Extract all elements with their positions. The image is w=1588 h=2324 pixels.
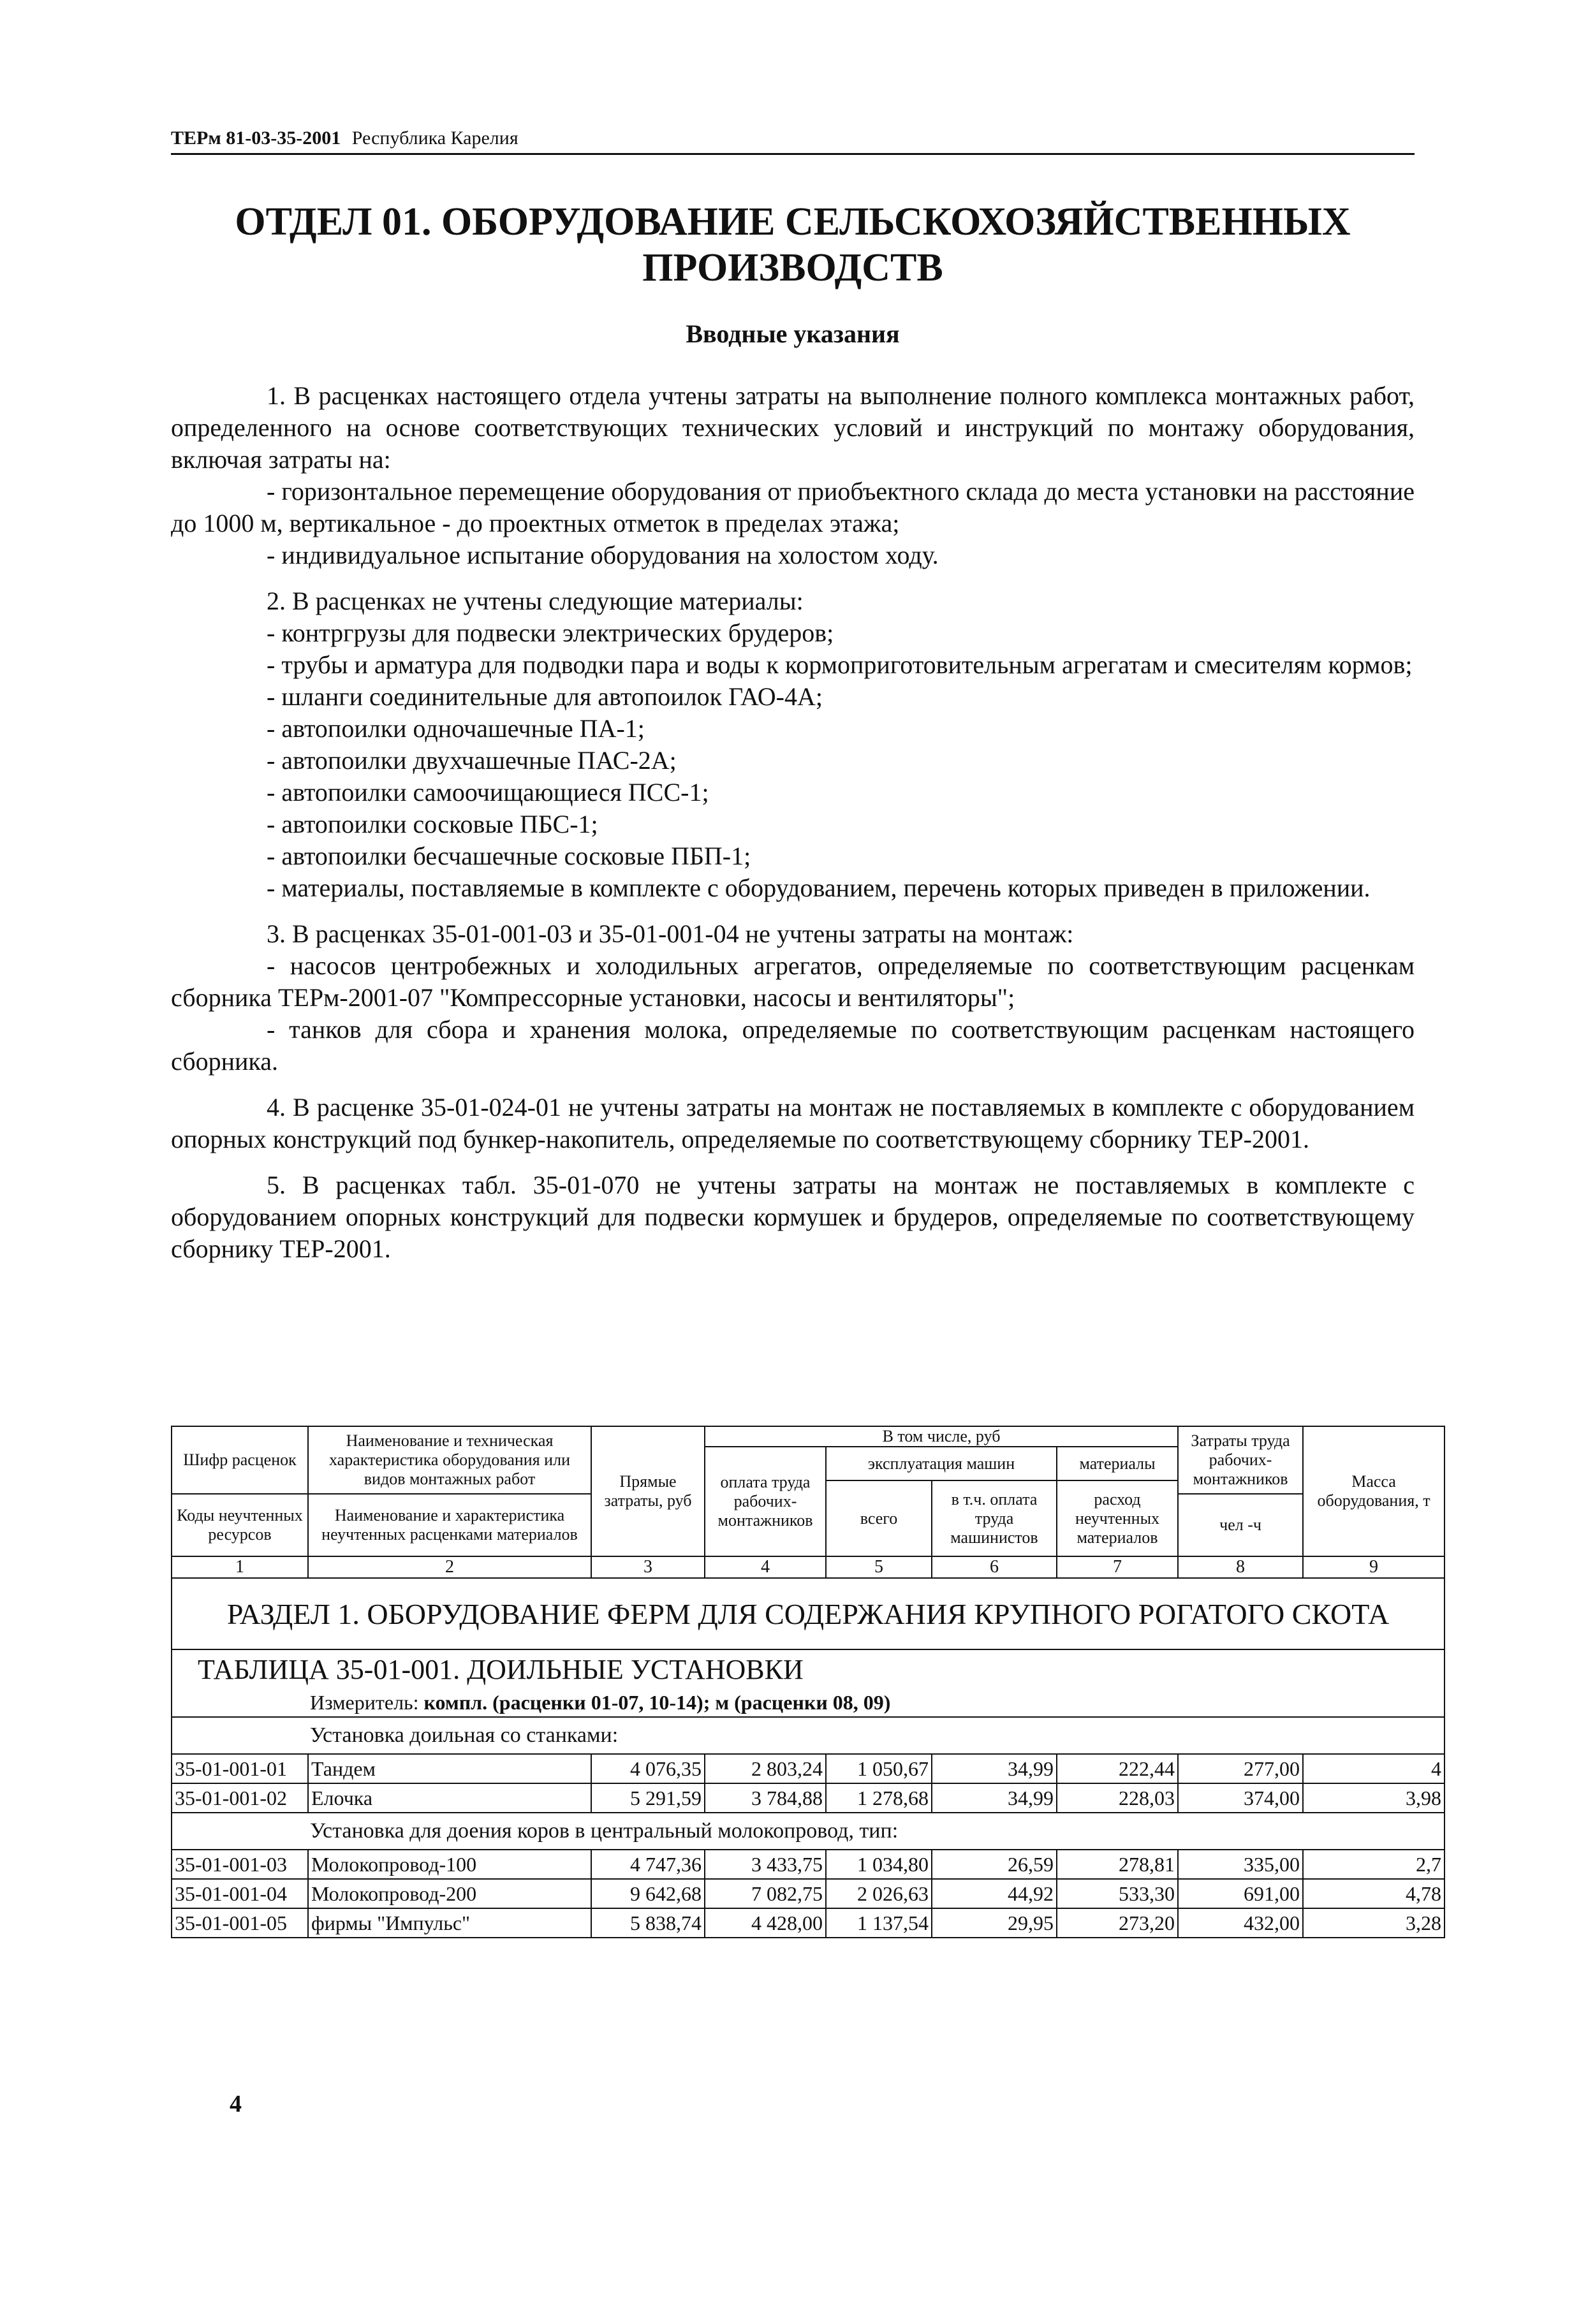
para-2: 2. В расценках не учтены следующие материалы: — [267, 587, 804, 615]
section-title — [171, 199, 1415, 291]
header-mass: Масса оборудования, т — [1303, 1426, 1445, 1556]
labor-cost: 432,00 — [1178, 1908, 1303, 1938]
intro-heading: Вводные указания — [686, 319, 900, 348]
labor-pay: 2 803,24 — [705, 1754, 826, 1783]
table-row — [172, 1850, 1445, 1879]
machines-operators: 34,99 — [932, 1783, 1057, 1813]
rates-table — [171, 1426, 1445, 1938]
para-1: 1. В расценках настоящего отдела учтены затраты на выполнение полного комплекса монтажных работ, определенного на основе соответствующих технических условий и инструкций по монтажу оборудования, включая затраты на: — [171, 381, 1415, 474]
rate-code: 35-01-001-04 — [172, 1879, 308, 1908]
col-number: 1 — [172, 1556, 308, 1578]
rate-name: фирмы "Импульс" — [308, 1908, 591, 1938]
labor-cost: 691,00 — [1178, 1879, 1303, 1908]
materials: 278,81 — [1057, 1850, 1178, 1879]
col-number: 7 — [1057, 1556, 1178, 1578]
para-3-item-2: - танков для сбора и хранения молока, определяемые по соответствующим расценкам настоящего сборника. — [171, 1015, 1415, 1076]
table-row — [172, 1908, 1445, 1938]
labor-cost: 335,00 — [1178, 1850, 1303, 1879]
rate-code: 35-01-001-02 — [172, 1783, 308, 1813]
machines-total: 2 026,63 — [826, 1879, 932, 1908]
header-machines-total: всего — [826, 1480, 932, 1556]
labor-pay: 7 082,75 — [705, 1879, 826, 1908]
direct-costs: 4 076,35 — [591, 1754, 705, 1783]
para-1-item-2: - индивидуальное испытание оборудования на холостом ходу. — [267, 541, 939, 569]
col-number: 4 — [705, 1556, 826, 1578]
header-including: В том числе, руб — [705, 1426, 1178, 1447]
rate-code: 35-01-001-03 — [172, 1850, 308, 1879]
table-row — [172, 1754, 1445, 1783]
header-materials-consumption: расход неучтенных материалов — [1057, 1480, 1178, 1556]
materials: 228,03 — [1057, 1783, 1178, 1813]
machines-total: 1 050,67 — [826, 1754, 932, 1783]
labor-cost: 277,00 — [1178, 1754, 1303, 1783]
header-material-names: Наименование и характеристика неучтенных расценками материалов — [308, 1494, 591, 1556]
mass: 3,98 — [1303, 1783, 1445, 1813]
direct-costs: 5 838,74 — [591, 1908, 705, 1938]
para-2-item-1: - контргрузы для подвески электрических брудеров; — [267, 618, 834, 647]
para-2-item-8: - автопоилки бесчашечные сосковые ПБП-1; — [267, 842, 751, 870]
mass: 2,7 — [1303, 1850, 1445, 1879]
table-row — [172, 1879, 1445, 1908]
col-number: 9 — [1303, 1556, 1445, 1578]
table-title: ТАБЛИЦА 35-01-001. ДОИЛЬНЫЕ УСТАНОВКИ — [172, 1649, 1445, 1688]
labor-pay: 4 428,00 — [705, 1908, 826, 1938]
running-header — [171, 128, 1415, 155]
table-measure — [172, 1688, 1445, 1717]
machines-operators: 29,95 — [932, 1908, 1057, 1938]
col-number: 3 — [591, 1556, 705, 1578]
mass: 4 — [1303, 1754, 1445, 1783]
para-3-item-1: - насосов центробежных и холодильных агрегатов, определяемые по соответствующим расценкам сборника ТЕРм-2001-07 "Компрессорные установки, насосы и вентиляторы"; — [171, 951, 1415, 1012]
header-name: Наименование и техническая характеристика оборудования или видов монтажных работ — [308, 1426, 591, 1494]
para-3: 3. В расценках 35-01-001-03 и 35-01-001-04 не учтены затраты на монтаж: — [267, 919, 1074, 948]
measure-label: Измеритель: — [310, 1690, 419, 1714]
para-4: 4. В расценке 35-01-024-01 не учтены затраты на монтаж не поставляемых в комплекте с оборудованием опорных конструкций под бункер-накопитель, определяемые по соответствующему сборнику ТЕР-2001. — [171, 1093, 1415, 1153]
para-1-item-1: - горизонтальное перемещение оборудования от приобъектного склада до места установки на расстояние до 1000 м, вертикальное - до проектных отметок в пределах этажа; — [171, 477, 1415, 537]
labor-pay: 3 784,88 — [705, 1783, 826, 1813]
para-2-item-6: - автопоилки самоочищающиеся ПСС-1; — [267, 778, 709, 807]
measure-value: компл. (расценки 01-07, 10-14); м (расценки 08, 09) — [423, 1690, 891, 1714]
header-resource-codes: Коды неучтенных ресурсов — [172, 1494, 308, 1556]
materials: 222,44 — [1057, 1754, 1178, 1783]
labor-cost: 374,00 — [1178, 1783, 1303, 1813]
rate-name: Молокопровод-200 — [308, 1879, 591, 1908]
table-row — [172, 1783, 1445, 1813]
rate-name: Тандем — [308, 1754, 591, 1783]
region-name: Республика Карелия — [351, 128, 518, 149]
header-machines: эксплуатация машин — [826, 1447, 1057, 1480]
para-2-item-5: - автопоилки двухчашечные ПАС-2А; — [267, 746, 677, 775]
machines-total: 1 137,54 — [826, 1908, 932, 1938]
direct-costs: 5 291,59 — [591, 1783, 705, 1813]
para-5: 5. В расценках табл. 35-01-070 не учтены затраты на монтаж не поставляемых в комплекте с оборудованием опорных конструкций для подвески кормушек и брудеров, определяемые по соответствующему сборнику ТЕР-2001. — [171, 1171, 1415, 1263]
col-number: 8 — [1178, 1556, 1303, 1578]
doc-code: ТЕРм 81-03-35-2001 — [171, 128, 341, 149]
rate-code: 35-01-001-01 — [172, 1754, 308, 1783]
section-heading: РАЗДЕЛ 1. ОБОРУДОВАНИЕ ФЕРМ ДЛЯ СОДЕРЖАНИЯ КРУПНОГО РОГАТОГО СКОТА — [172, 1578, 1445, 1649]
materials: 273,20 — [1057, 1908, 1178, 1938]
rate-code: 35-01-001-05 — [172, 1908, 308, 1938]
header-direct-costs: Прямые затраты, руб — [591, 1426, 705, 1556]
header-labor-unit: чел -ч — [1178, 1494, 1303, 1556]
section-title-line-2: ПРОИЗВОДСТВ — [642, 246, 943, 289]
group-title: Установка доильная со станками: — [172, 1717, 1445, 1754]
para-2-item-3: - шланги соединительные для автопоилок ГАО-4А; — [267, 682, 823, 711]
intro-body — [171, 380, 1415, 1265]
header-code: Шифр расценок — [172, 1426, 308, 1494]
machines-total: 1 278,68 — [826, 1783, 932, 1813]
header-materials: материалы — [1057, 1447, 1178, 1480]
para-2-item-7: - автопоилки сосковые ПБС-1; — [267, 810, 598, 838]
section-title-line-1: ОТДЕЛ 01. ОБОРУДОВАНИЕ СЕЛЬСКОХОЗЯЙСТВЕННЫХ — [235, 200, 1351, 244]
rate-name: Елочка — [308, 1783, 591, 1813]
rate-name: Молокопровод-100 — [308, 1850, 591, 1879]
col-number: 5 — [826, 1556, 932, 1578]
mass: 3,28 — [1303, 1908, 1445, 1938]
header-labor-pay: оплата труда рабочих-монтажников — [705, 1447, 826, 1556]
column-numbers-row — [172, 1556, 1445, 1578]
para-2-item-9: - материалы, поставляемые в комплекте с оборудованием, перечень которых приведен в приложении. — [267, 873, 1371, 902]
page-number: 4 — [230, 2091, 242, 2117]
labor-pay: 3 433,75 — [705, 1850, 826, 1879]
header-labor-cost: Затраты труда рабочих-монтажников — [1178, 1426, 1303, 1494]
mass: 4,78 — [1303, 1879, 1445, 1908]
machines-operators: 34,99 — [932, 1754, 1057, 1783]
col-number: 6 — [932, 1556, 1057, 1578]
machines-total: 1 034,80 — [826, 1850, 932, 1879]
col-number: 2 — [308, 1556, 591, 1578]
para-2-item-4: - автопоилки одночашечные ПА-1; — [267, 714, 645, 743]
para-2-item-2: - трубы и арматура для подводки пара и воды к кормоприготовительным агрегатам и смесителям кормов; — [267, 650, 1413, 679]
machines-operators: 44,92 — [932, 1879, 1057, 1908]
materials: 533,30 — [1057, 1879, 1178, 1908]
direct-costs: 9 642,68 — [591, 1879, 705, 1908]
group-title: Установка для доения коров в центральный молокопровод, тип: — [172, 1813, 1445, 1850]
machines-operators: 26,59 — [932, 1850, 1057, 1879]
direct-costs: 4 747,36 — [591, 1850, 705, 1879]
header-machines-operators: в т.ч. оплата труда машинистов — [932, 1480, 1057, 1556]
